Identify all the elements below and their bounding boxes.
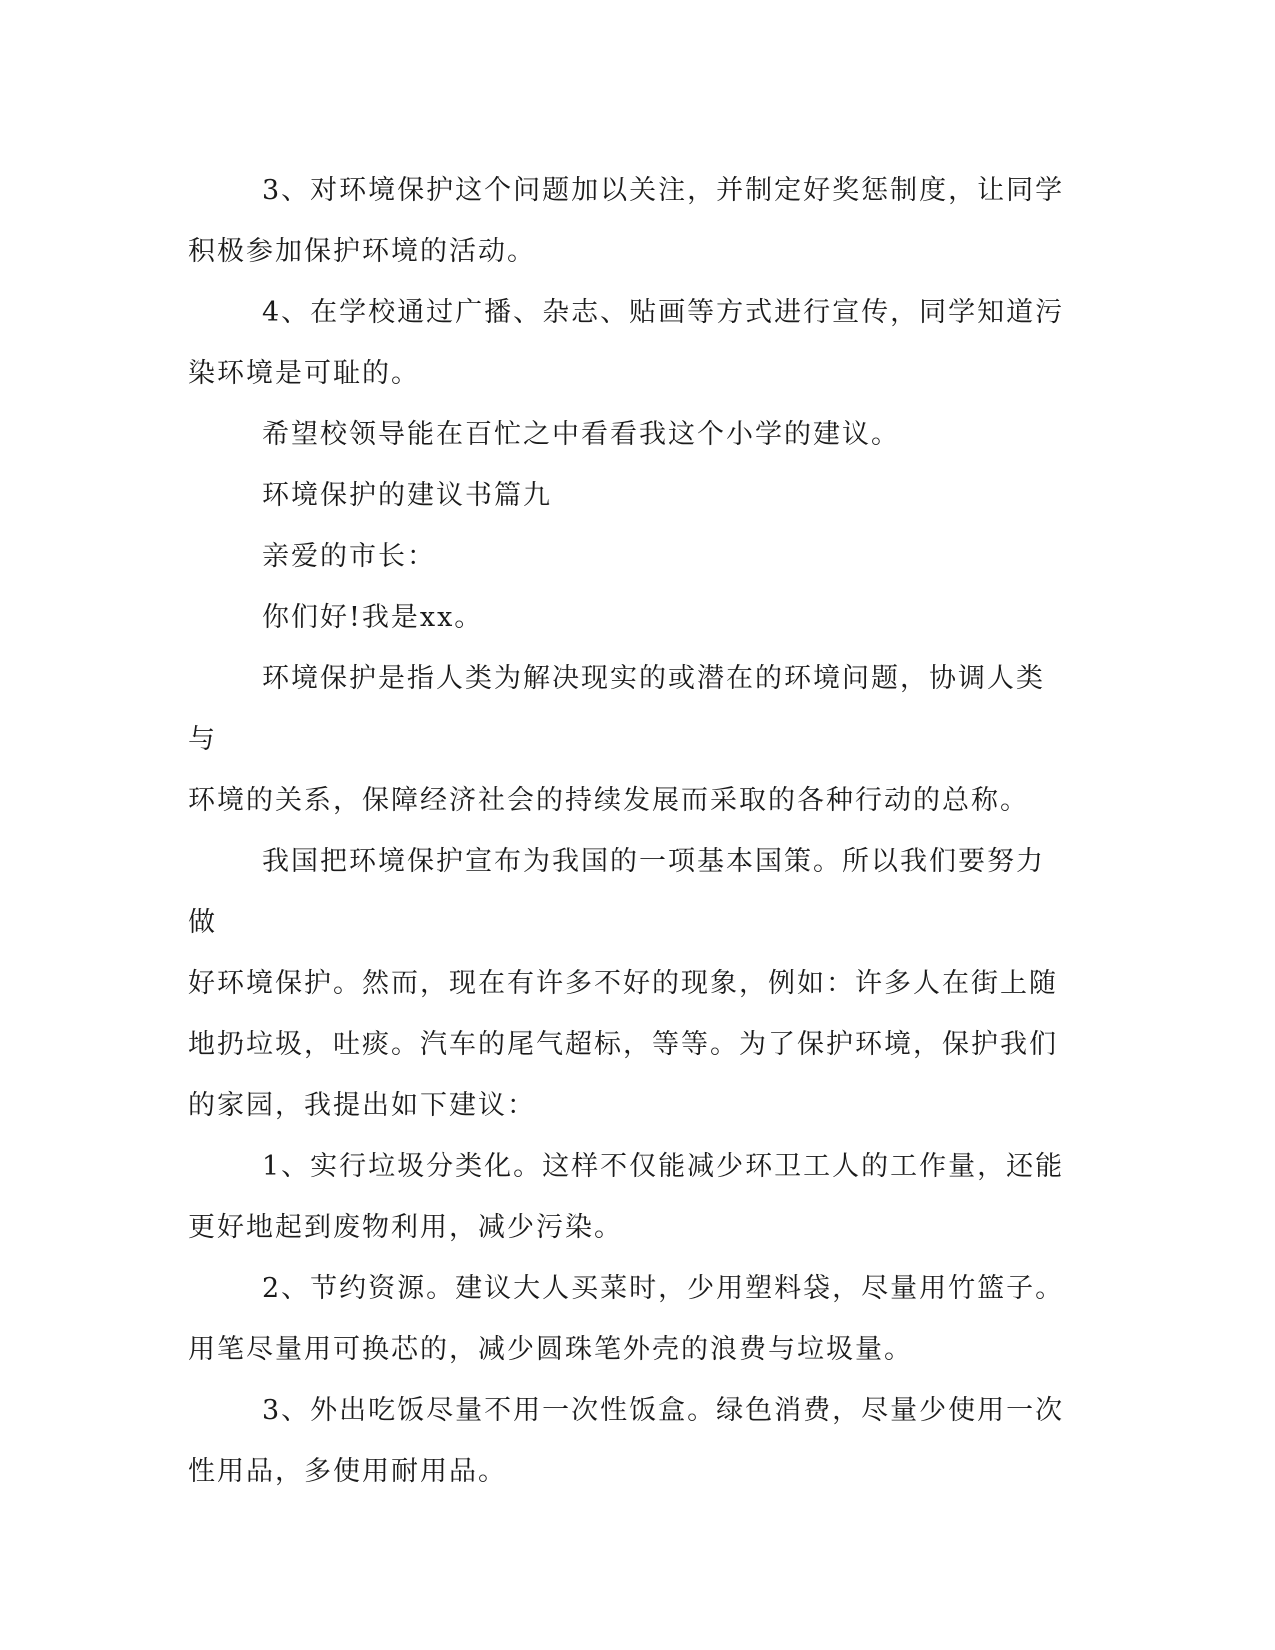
text-line: 3、外出吃饭尽量不用一次性饭盒。绿色消费，尽量少使用一次 (262, 1395, 1065, 1426)
text-line: 环境的关系，保障经济社会的持续发展而采取的各种行动的总称。 (188, 785, 1029, 816)
section-heading (188, 465, 1068, 526)
text-line: 用笔尽量用可换芯的，减少圆珠笔外壳的浪费与垃圾量。 (188, 1334, 913, 1365)
text-line: 1、实行垃圾分类化。这样不仅能减少环卫工人的工作量，还能 (262, 1151, 1065, 1182)
text-line: 你们好!我是xx。 (262, 602, 484, 633)
text-line: 更好地起到废物利用，减少污染。 (188, 1212, 623, 1243)
text-line: 我国把环境保护宣布为我国的一项基本国策。所以我们要努力做 (188, 846, 1045, 938)
text-line: 染环境是可耻的。 (188, 358, 420, 389)
text-line: 3、对环境保护这个问题加以关注，并制定好奖惩制度，让同学 (262, 175, 1065, 206)
text-line: 地扔垃圾，吐痰。汽车的尾气超标，等等。为了保护环境，保护我们 (188, 1029, 1058, 1060)
text-line: 2、节约资源。建议大人买菜时，少用塑料袋，尽量用竹篮子。 (262, 1273, 1065, 1304)
paragraph-suggestion-2 (188, 1258, 1068, 1380)
text-line: 积极参加保护环境的活动。 (188, 236, 536, 267)
greeting (188, 587, 1068, 648)
salutation (188, 526, 1068, 587)
paragraph-item-3-attention (188, 160, 1068, 282)
text-line: 环境保护是指人类为解决现实的或潜在的环境问题，协调人类与 (188, 663, 1045, 755)
text-line: 的家园，我提出如下建议： (188, 1090, 536, 1121)
text-line: 环境保护的建议书篇九 (262, 480, 552, 511)
paragraph-suggestion-3 (188, 1380, 1068, 1502)
paragraph-suggestion-1 (188, 1136, 1068, 1258)
paragraph-hope (188, 404, 1068, 465)
paragraph-national-policy (188, 831, 1068, 1136)
text-line: 性用品，多使用耐用品。 (188, 1456, 507, 1487)
text-line: 4、在学校通过广播、杂志、贴画等方式进行宣传，同学知道污 (262, 297, 1065, 328)
paragraph-item-4-publicity (188, 282, 1068, 404)
document-body (188, 160, 1068, 1502)
text-line: 亲爱的市长： (262, 541, 436, 572)
text-line: 希望校领导能在百忙之中看看我这个小学的建议。 (262, 419, 900, 450)
paragraph-definition (188, 648, 1068, 831)
text-line: 好环境保护。然而，现在有许多不好的现象，例如：许多人在街上随 (188, 968, 1058, 999)
